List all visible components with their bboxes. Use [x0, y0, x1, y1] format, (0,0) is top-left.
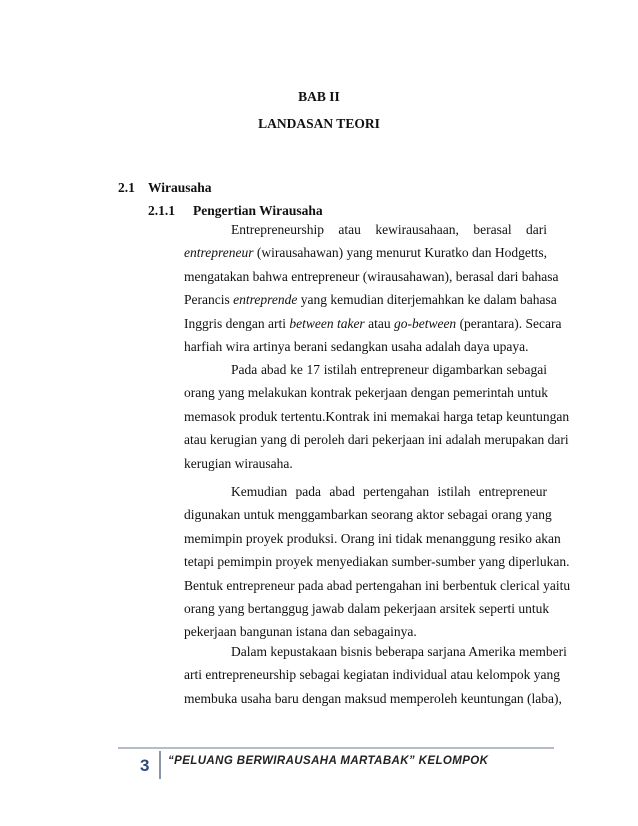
paragraph-line: memimpin proyek produksi. Orang ini tidak menanggung resiko akan — [184, 530, 561, 546]
page-number: 3 — [140, 756, 150, 775]
paragraph-line: Kemudian pada abad pertengahan istilah entrepreneur — [231, 484, 547, 499]
paragraph-line: Entrepreneurship atau kewirausahaan, berasal dari — [231, 222, 547, 237]
paragraph-line: tetapi pemimpin proyek menyediakan sumber-sumber yang diperlukan. — [184, 554, 570, 570]
paragraph-line: Bentuk entrepreneur pada abad pertengahan ini berbentuk clerical yaitu — [184, 577, 571, 593]
paragraph-line: arti entrepreneurship sebagai kegiatan individual atau kelompok yang — [184, 667, 560, 683]
section-title: Wirausaha — [148, 180, 212, 195]
paragraph-line: orang yang bertanggug jawab dalam pekerjaan arsitek seperti untuk — [184, 601, 550, 616]
paragraph-line: mengatakan bahwa entrepreneur (wirausahawan), berasal dari bahasa — [184, 268, 559, 284]
paragraph-line: kerugian wirausaha. — [184, 455, 293, 471]
paragraph-line: pekerjaan bangunan istana dan sebagainya. — [184, 624, 417, 640]
paragraph-line: atau kerugian yang di peroleh dari pekerjaan ini adalah merupakan dari — [184, 432, 569, 448]
section-number: 2.1 — [118, 180, 135, 195]
chapter-label: BAB II — [298, 89, 340, 104]
subsection-number: 2.1.1 — [148, 203, 175, 218]
subsection-title: Pengertian Wirausaha — [193, 203, 323, 218]
chapter-title: LANDASAN TEORI — [258, 116, 380, 131]
paragraph-line: entrepreneur (wirausahawan) yang menurut Kuratko dan Hodgetts, — [184, 245, 548, 261]
footer-title: “PELUANG BERWIRAUSAHA MARTABAK” KELOMPOK — [168, 755, 489, 767]
paragraph-line: digunakan untuk menggambarkan seorang aktor sebagai orang yang — [184, 507, 552, 523]
paragraph-line: Perancis entreprende yang kemudian diterjemahkan ke dalam bahasa — [184, 292, 557, 308]
paragraph-line: orang yang melakukan kontrak pekerjaan dengan pemerintah untuk — [184, 385, 548, 401]
paragraph-line: Inggris dengan arti between taker atau go-between (perantara). Secara — [184, 315, 562, 331]
paragraph-line: membuka usaha baru dengan maksud memperoleh keuntungan (laba), — [184, 690, 562, 706]
footer-separator — [159, 751, 161, 779]
paragraph-line: harfiah wira artinya berani sedangkan usaha adalah daya upaya. — [184, 339, 529, 354]
paragraph-line: memasok produk tertentu.Kontrak ini memakai harga tetap keuntungan — [184, 408, 570, 424]
paragraph-line: Dalam kepustakaan bisnis beberapa sarjana Amerika memberi — [231, 644, 567, 659]
footer-rule — [118, 747, 554, 749]
paragraph-line: Pada abad ke 17 istilah entrepreneur digambarkan sebagai — [231, 362, 547, 377]
